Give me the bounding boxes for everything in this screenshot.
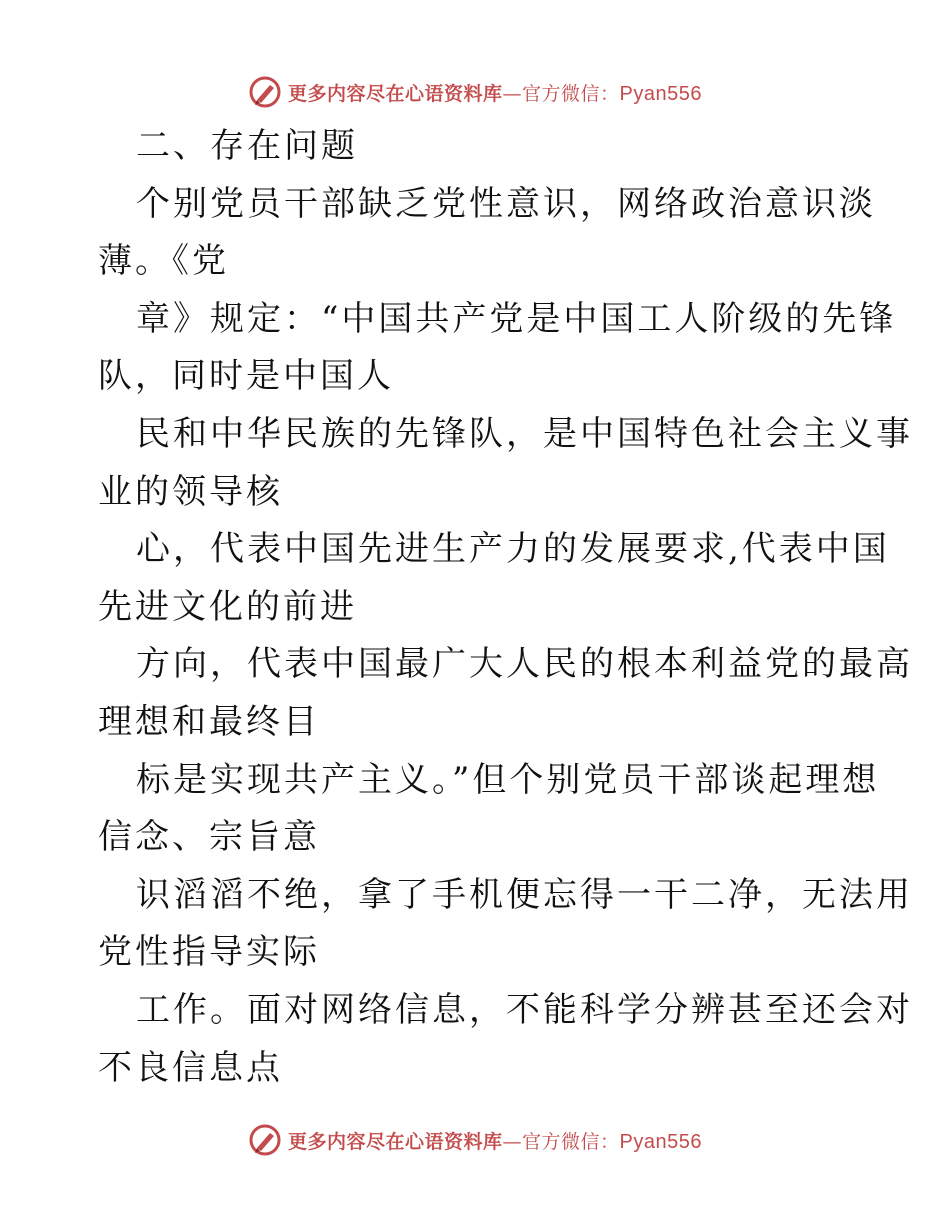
header-banner bbox=[0, 72, 950, 112]
text-line: 薄。《党 bbox=[98, 241, 229, 282]
banner-title: 更多内容尽在心语资料库 bbox=[288, 1130, 503, 1153]
text-line: 信念、宗旨意 bbox=[98, 817, 320, 858]
text-line: 先进文化的前进 bbox=[98, 586, 357, 627]
text-line: 党性指导实际 bbox=[98, 932, 320, 973]
red-pen-logo-icon bbox=[248, 1123, 282, 1157]
red-pen-logo-icon bbox=[248, 75, 282, 109]
text-line: 工作。面对网络信息，不能科学分辨甚至还会对 bbox=[136, 989, 913, 1030]
banner-weixin-label: 官方微信： bbox=[522, 82, 620, 105]
text-line: 章》规定：“中国共产党是中国工人阶级的先锋 bbox=[136, 298, 897, 339]
banner-title: 更多内容尽在心语资料库 bbox=[288, 82, 503, 105]
banner-weixin-id: Pyan556 bbox=[619, 82, 702, 105]
text-line: 二、存在问题 bbox=[136, 126, 358, 166]
text-line: 个别党员干部缺乏党性意识，网络政治意识淡 bbox=[136, 183, 876, 224]
text-line: 识滔滔不绝，拿了手机便忘得一干二净，无法用 bbox=[136, 874, 913, 915]
banner-text bbox=[288, 1127, 702, 1154]
footer-banner bbox=[0, 1120, 950, 1160]
banner-weixin-label: 官方微信： bbox=[522, 1130, 620, 1153]
banner-dash: — bbox=[502, 1130, 523, 1153]
banner-text bbox=[288, 79, 702, 106]
banner-weixin-id: Pyan556 bbox=[619, 1130, 702, 1153]
text-line: 队，同时是中国人 bbox=[98, 356, 394, 397]
document-body bbox=[98, 118, 913, 1097]
text-line: 方向，代表中国最广大人民的根本利益党的最高 bbox=[136, 644, 913, 685]
text-line: 民和中华民族的先锋队，是中国特色社会主义事 bbox=[136, 413, 913, 454]
text-line: 不良信息点 bbox=[98, 1047, 283, 1088]
text-line: 理想和最终目 bbox=[98, 701, 320, 742]
text-line: 业的领导核 bbox=[98, 471, 283, 512]
banner-dash: — bbox=[502, 82, 523, 105]
text-line: 标是实现共产主义。”但个别党员干部谈起理想 bbox=[136, 759, 880, 800]
text-line: 心，代表中国先进生产力的发展要求,代表中国 bbox=[136, 529, 890, 570]
